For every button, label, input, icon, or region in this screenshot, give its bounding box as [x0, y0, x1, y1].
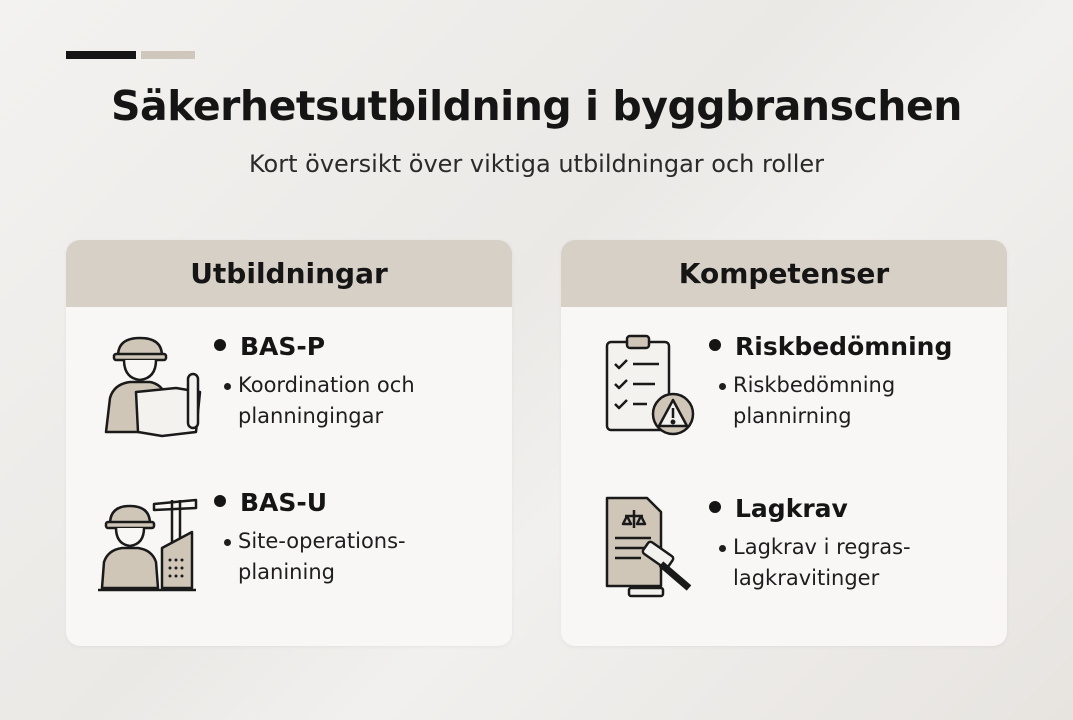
list-item [96, 332, 496, 452]
worker-with-crane-icon [96, 488, 206, 598]
item-description [238, 526, 498, 588]
accent-bar-dark [66, 51, 136, 59]
law-document-gavel-icon [591, 494, 701, 604]
item-title: BAS-P [214, 332, 325, 361]
item-title: Riskbedömning [709, 332, 952, 361]
item-title: BAS-U [214, 488, 327, 517]
page-title: Säkerhetsutbildning i byggbranschen [111, 82, 962, 130]
card-kompetenser [561, 240, 1007, 646]
desc-line: Koordination och [238, 373, 415, 397]
checklist-warning-icon [591, 332, 701, 442]
item-description [733, 532, 993, 594]
item-description [733, 370, 993, 432]
desc-line: planningingar [238, 404, 384, 428]
accent-bar-beige [141, 51, 195, 59]
worker-with-blueprint-icon [96, 332, 206, 442]
list-item [591, 494, 991, 614]
item-title: Lagkrav [709, 494, 848, 523]
page-subtitle: Kort översikt över viktiga utbildningar och roller [249, 150, 824, 178]
item-description [238, 370, 498, 432]
card-utbildningar [66, 240, 512, 646]
desc-line: Riskbedömning [733, 373, 896, 397]
list-item [591, 332, 991, 452]
card-header: Kompetenser [561, 240, 1007, 307]
desc-line: planining [238, 560, 335, 584]
list-item [96, 488, 496, 608]
card-header: Utbildningar [66, 240, 512, 307]
desc-line: Lagkrav i regras- [733, 535, 911, 559]
desc-line: Site-operations- [238, 529, 406, 553]
desc-line: plannirning [733, 404, 852, 428]
desc-line: lagkravitinger [733, 566, 880, 590]
